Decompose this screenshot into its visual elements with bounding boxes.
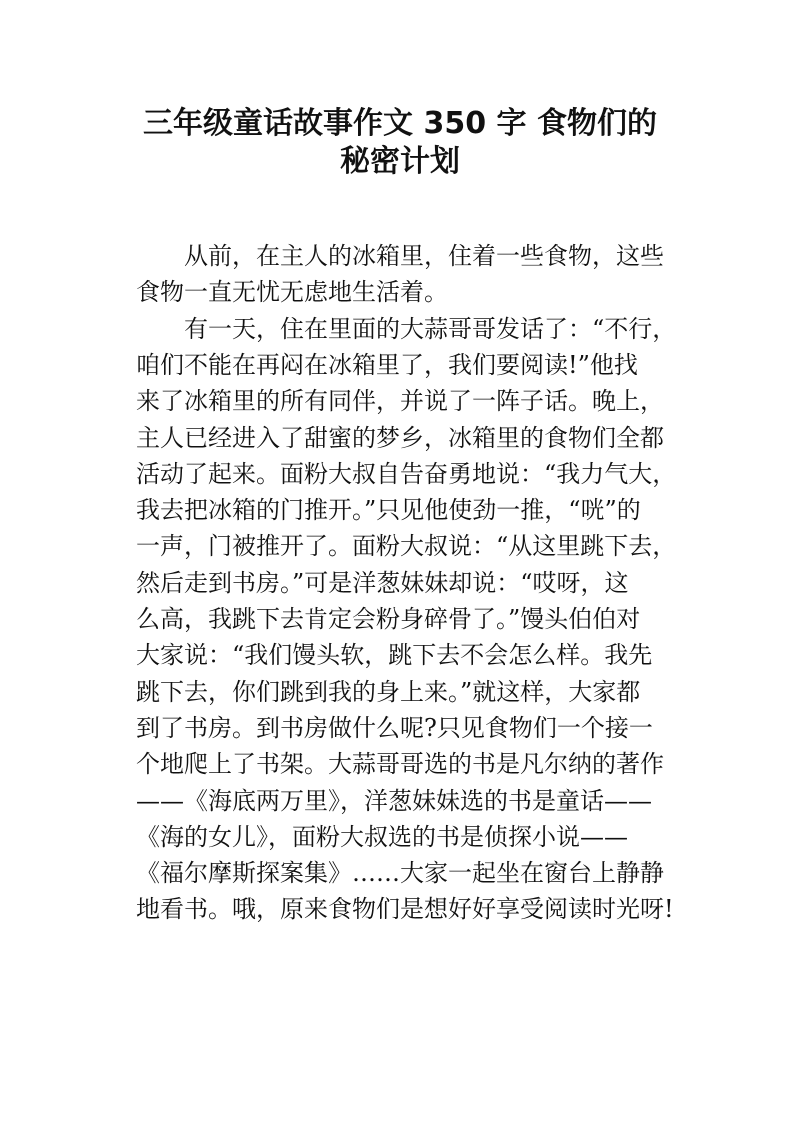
paragraph-line: 我去把冰箱的门推开。”只见他使劲一推，“咣”的	[136, 496, 641, 525]
paragraph-line: 跳下去，你们跳到我的身上来。”就这样，大家都	[136, 677, 641, 706]
paragraph-line: 《福尔摩斯探案集》……大家一起坐在窗台上静静	[136, 859, 664, 888]
paragraph-line: 主人已经进入了甜蜜的梦乡，冰箱里的食物们全都	[136, 423, 664, 452]
title-line-2: 秘密计划	[340, 144, 460, 179]
paragraph-line: 一声，门被推开了。面粉大叔说：“从这里跳下去，	[136, 532, 676, 561]
paragraph-line: 地看书。哦，原来食物们是想好好享受阅读时光呀!	[136, 895, 674, 924]
paragraph-line: 活动了起来。面粉大叔自告奋勇地说：“我力气大，	[136, 459, 676, 488]
paragraph-line: ——《海底两万里》，洋葱妹妹选的书是童话——	[136, 786, 652, 815]
paragraph-line: 食物一直无忧无虑地生活着。	[136, 278, 448, 307]
paragraph-line: 从前，在主人的冰箱里，住着一些食物，这些	[184, 242, 664, 270]
title-line-1: 三年级童话故事作文 350 字 食物们的	[143, 106, 657, 141]
paragraph-line: 到了书房。到书房做什么呢?只见食物们一个接一	[136, 713, 653, 742]
paragraph-line: 大家说：“我们馒头软，跳下去不会怎么样。我先	[136, 641, 653, 670]
paragraph-line: 然后走到书房。”可是洋葱妹妹却说：“哎呀，这	[136, 568, 629, 597]
paragraph-line: 个地爬上了书架。大蒜哥哥选的书是凡尔纳的著作	[136, 750, 664, 779]
paragraph-line: 来了冰箱里的所有同伴，并说了一阵子话。晚上，	[136, 387, 664, 416]
paragraph-line: 《海的女儿》，面粉大叔选的书是侦探小说——	[136, 822, 628, 851]
paragraph-line: 有一天，住在里面的大蒜哥哥发话了：“不行，	[184, 314, 676, 343]
paragraph-line: 么高，我跳下去肯定会粉身碎骨了。”馒头伯伯对	[136, 605, 641, 633]
paragraph-line: 咱们不能在再闷在冰箱里了，我们要阅读!”他找	[136, 350, 638, 379]
